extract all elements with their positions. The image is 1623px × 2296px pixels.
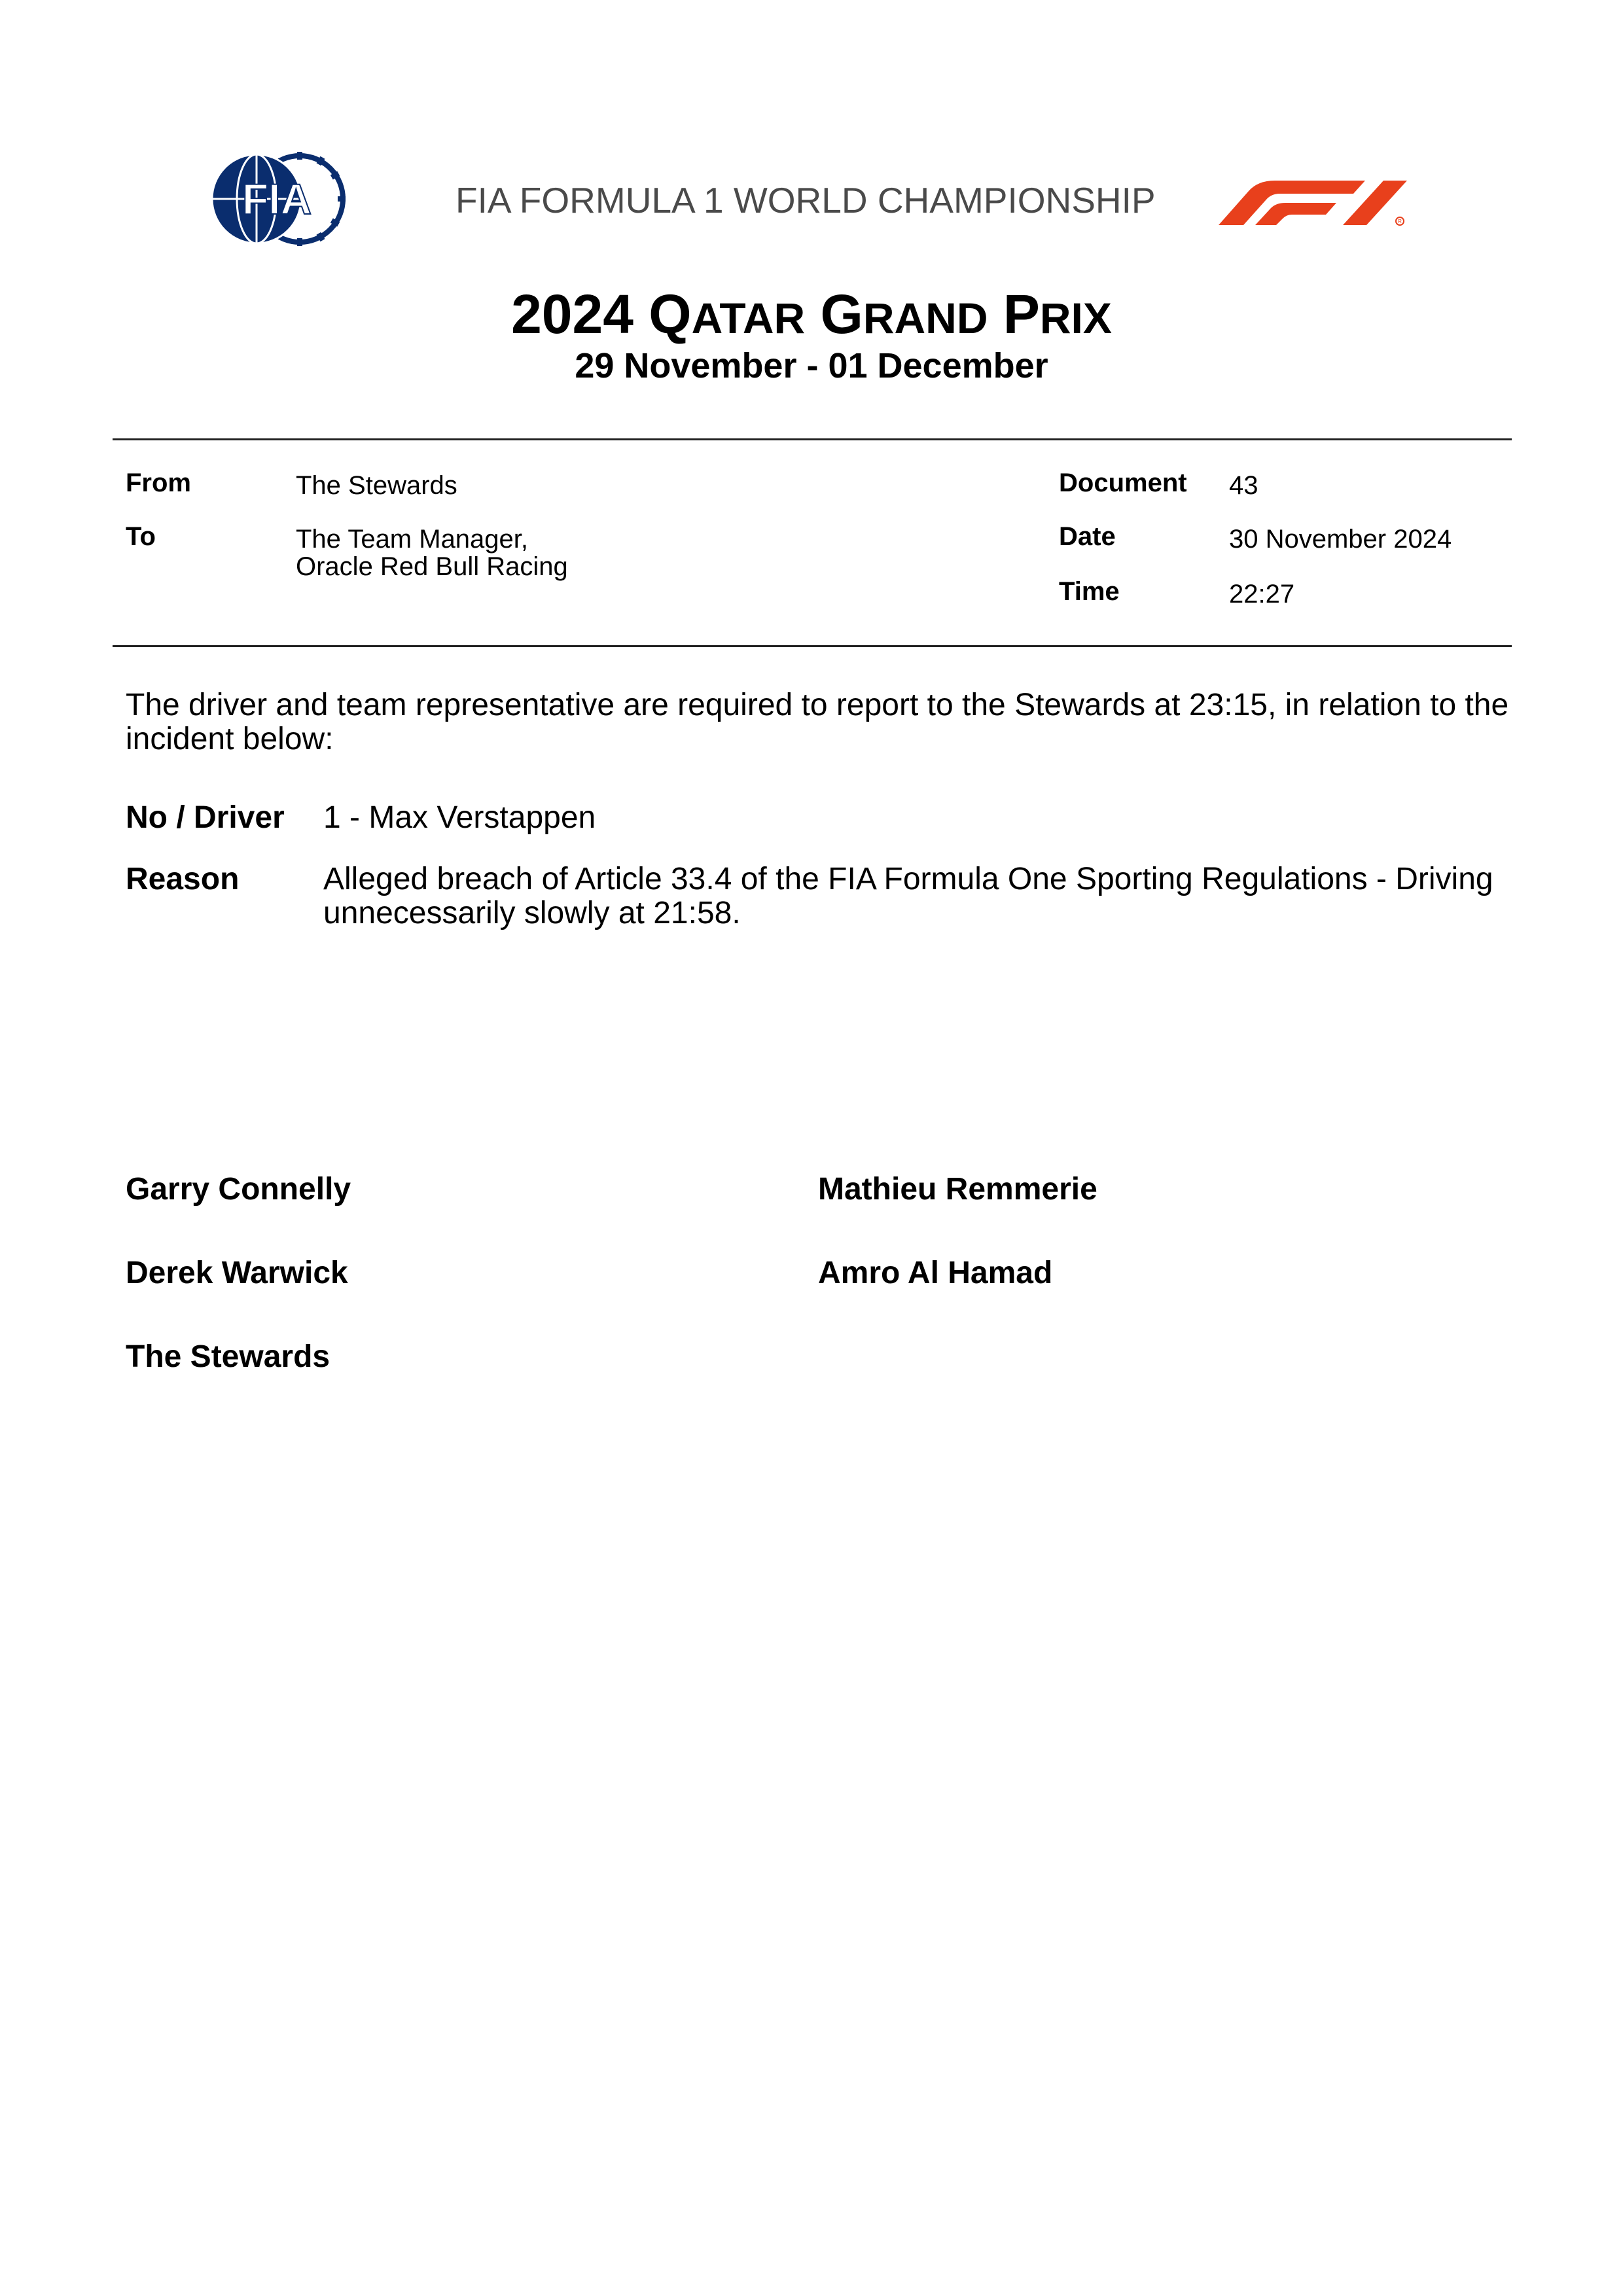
driver-value: 1 - Max Verstappen: [323, 800, 596, 835]
time-label: Time: [1059, 577, 1120, 606]
header-divider: [113, 438, 1512, 440]
title-word2-cap: G: [820, 283, 863, 345]
title-word2-rest: RAND: [863, 294, 988, 342]
driver-label: No / Driver: [126, 800, 285, 835]
title-word1-cap: Q: [649, 283, 692, 345]
steward-name: Garry Connelly: [126, 1172, 351, 1207]
date-label: Date: [1059, 522, 1116, 551]
f1-logo: [1215, 171, 1411, 227]
to-value-line1: The Team Manager,: [296, 525, 529, 554]
document-label: Document: [1059, 468, 1187, 497]
from-value: The Stewards: [296, 471, 457, 500]
reason-value: Alleged breach of Article 33.4 of the FIA Formula One Sporting Regulations - Driving unnecessarily slowly at 21:58.: [323, 862, 1493, 930]
reason-label: Reason: [126, 862, 240, 896]
date-value: 30 November 2024: [1229, 525, 1452, 554]
document-value: 43: [1229, 471, 1258, 500]
title-word3-cap: P: [1003, 283, 1040, 345]
steward-name: Derek Warwick: [126, 1256, 348, 1290]
event-dates: 29 November - 01 December: [575, 346, 1048, 385]
steward-name: Mathieu Remmerie: [818, 1172, 1097, 1207]
time-value: 22:27: [1229, 580, 1295, 609]
from-label: From: [126, 468, 191, 497]
svg-text:R: R: [1398, 219, 1402, 224]
fia-logo-letters: FIA: [241, 175, 312, 223]
championship-title: FIA FORMULA 1 WORLD CHAMPIONSHIP: [455, 180, 1156, 221]
steward-name: Amro Al Hamad: [818, 1256, 1053, 1290]
to-value-line2: Oracle Red Bull Racing: [296, 552, 568, 581]
memo-divider: [113, 645, 1512, 647]
title-year: 2024: [511, 283, 633, 345]
title-word1-rest: ATAR: [691, 294, 806, 342]
to-label: To: [126, 522, 156, 551]
stewards-signoff: The Stewards: [126, 1339, 330, 1374]
event-title: [0, 283, 1623, 346]
intro-paragraph: The driver and team representative are required to report to the Stewards at 23:15, in relation to the incident below:: [126, 688, 1509, 756]
title-word3-rest: RIX: [1039, 294, 1112, 342]
fia-logo: [208, 150, 346, 247]
